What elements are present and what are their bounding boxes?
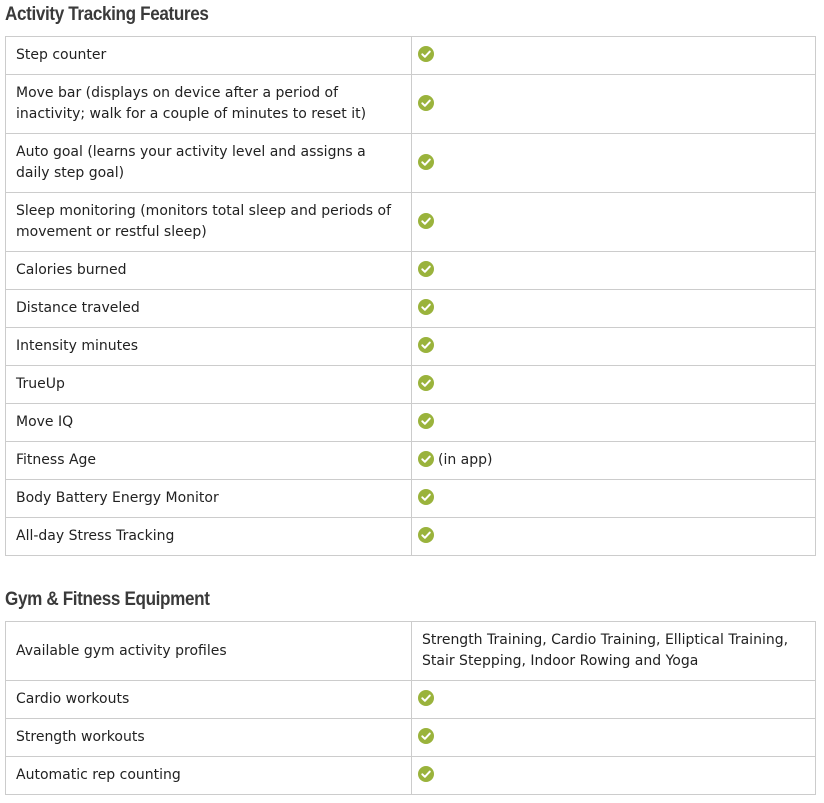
table-row (6, 193, 816, 252)
feature-label: Available gym activity profiles (6, 622, 412, 681)
check-circle-icon (418, 690, 434, 706)
table-row (6, 404, 816, 442)
check-circle-icon (418, 766, 434, 782)
check-circle-icon (418, 95, 434, 111)
check-circle-icon (418, 728, 434, 744)
check-circle-icon (418, 213, 434, 229)
table-row (6, 442, 816, 480)
feature-label: Body Battery Energy Monitor (6, 480, 412, 518)
feature-label: TrueUp (6, 366, 412, 404)
feature-value (412, 75, 816, 134)
check-circle-icon (418, 375, 434, 391)
gym-features-table (5, 621, 816, 795)
feature-value (412, 366, 816, 404)
feature-value (412, 681, 816, 719)
feature-value (412, 442, 816, 480)
feature-label: Strength workouts (6, 719, 412, 757)
check-circle-icon (418, 527, 434, 543)
feature-value (412, 480, 816, 518)
table-row (6, 37, 816, 75)
feature-label: Calories burned (6, 252, 412, 290)
feature-note: (in app) (438, 451, 493, 468)
feature-value (412, 290, 816, 328)
feature-value (412, 328, 816, 366)
feature-label: Move IQ (6, 404, 412, 442)
feature-label: Fitness Age (6, 442, 412, 480)
check-circle-icon (418, 489, 434, 505)
feature-label: Automatic rep counting (6, 757, 412, 795)
feature-value (412, 622, 816, 681)
feature-value (412, 518, 816, 556)
gym-profiles-text: Strength Training, Cardio Training, Elliptical Training, Stair Stepping, Indoor Rowing and Yoga (422, 632, 789, 669)
feature-label: Auto goal (learns your activity level and assigns a daily step goal) (6, 134, 412, 193)
check-circle-icon (418, 337, 434, 353)
table-row (6, 480, 816, 518)
activity-features-table (5, 36, 816, 556)
check-circle-icon (418, 299, 434, 315)
check-circle-icon (418, 46, 434, 62)
feature-label: Intensity minutes (6, 328, 412, 366)
table-row (6, 518, 816, 556)
feature-value (412, 193, 816, 252)
check-circle-icon (418, 261, 434, 277)
feature-value (412, 757, 816, 795)
table-row (6, 134, 816, 193)
table-row (6, 75, 816, 134)
table-row (6, 366, 816, 404)
table-row (6, 328, 816, 366)
feature-value (412, 134, 816, 193)
section-title: Gym & Fitness Equipment (5, 589, 210, 610)
check-circle-icon (418, 413, 434, 429)
feature-label: Distance traveled (6, 290, 412, 328)
feature-value (412, 37, 816, 75)
feature-value (412, 252, 816, 290)
table-row (6, 290, 816, 328)
feature-value (412, 719, 816, 757)
table-row (6, 719, 816, 757)
feature-label: Cardio workouts (6, 681, 412, 719)
check-circle-icon (418, 154, 434, 170)
table-row (6, 622, 816, 681)
feature-label: Step counter (6, 37, 412, 75)
feature-label: Sleep monitoring (monitors total sleep and periods of movement or restful sleep) (6, 193, 412, 252)
table-row (6, 681, 816, 719)
feature-label: Move bar (displays on device after a period of inactivity; walk for a couple of minutes to reset it) (6, 75, 412, 134)
table-row (6, 252, 816, 290)
check-circle-icon (418, 451, 434, 467)
section-title: Activity Tracking Features (5, 4, 209, 25)
table-row (6, 757, 816, 795)
feature-label: All-day Stress Tracking (6, 518, 412, 556)
feature-value (412, 404, 816, 442)
